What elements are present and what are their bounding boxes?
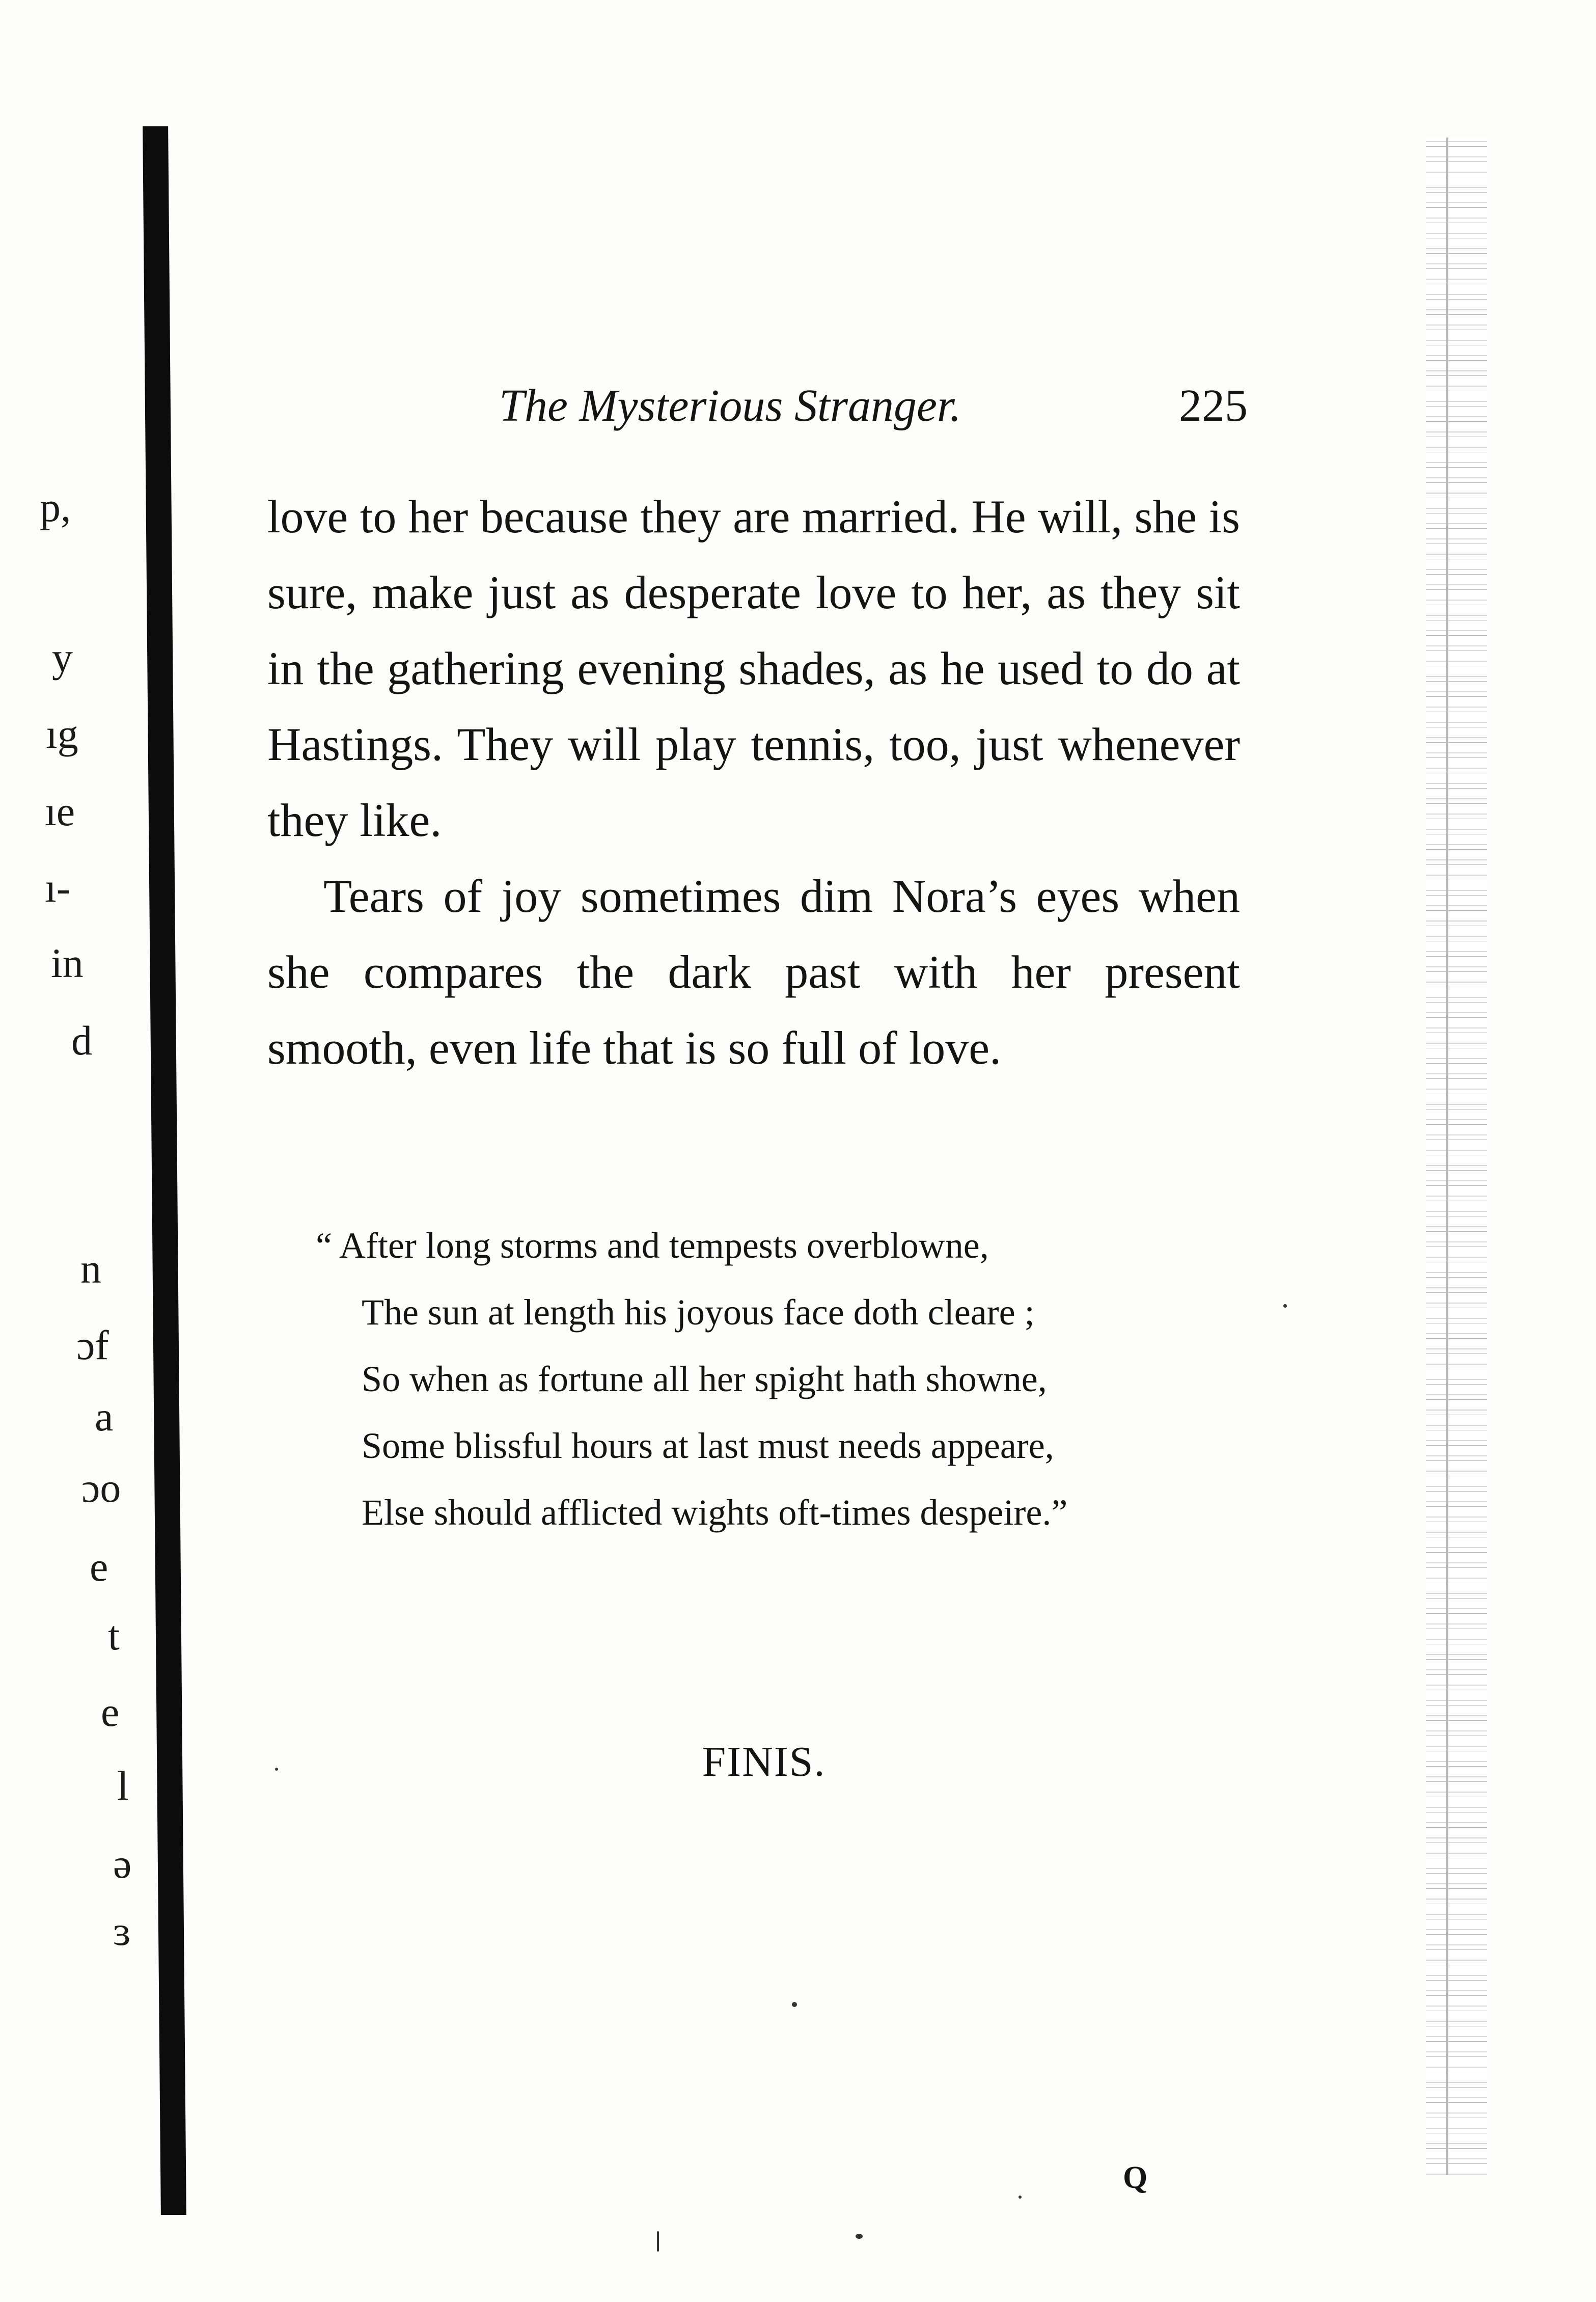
right-page-edge: [1426, 138, 1487, 2175]
running-head: [499, 378, 1248, 434]
facing-fragment: ıg: [46, 711, 78, 757]
signature-mark: Q: [1123, 2160, 1148, 2195]
facing-fragment: in: [51, 940, 84, 986]
facing-fragment: p,: [40, 484, 71, 530]
verse-line: So when as fortune all her spight hath showne,: [362, 1359, 1047, 1399]
facing-fragment: a: [95, 1393, 114, 1440]
binding-gutter: [143, 126, 186, 2215]
facing-fragment: ə: [113, 1840, 132, 1887]
right-edge-line: [1446, 138, 1448, 2175]
body-text: [267, 479, 1240, 1086]
verse-line: “ After long storms and tempests overblowne,: [316, 1225, 989, 1266]
verse-quotation: [316, 1212, 1192, 1546]
running-title: The Mysterious Stranger.: [499, 381, 961, 431]
paragraph: love to her because they are married. He will, she is sure, make just as desperate love to her, as they sit in the gathering evening shades, as he used to do at Hastings. They will play tennis, too, just whenever they like.: [267, 491, 1240, 846]
facing-fragment: n: [80, 1245, 101, 1292]
facing-fragment: d: [71, 1017, 92, 1064]
verse-line: The sun at length his joyous face doth cleare ;: [362, 1292, 1035, 1333]
verse-line: Some blissful hours at last must needs appeare,: [362, 1425, 1054, 1466]
facing-fragment: e: [90, 1543, 108, 1590]
verse-line: Else should afflicted wights oft-times despeire.”: [362, 1492, 1068, 1533]
page-number: 225: [1179, 381, 1248, 431]
facing-fragment: t: [108, 1612, 120, 1659]
facing-fragment: l: [117, 1763, 129, 1809]
facing-fragment: ɔf: [76, 1322, 109, 1368]
finis-heading: FINIS.: [702, 1738, 826, 1785]
facing-fragment: y: [52, 634, 73, 681]
facing-fragment: ɔo: [81, 1465, 121, 1511]
paragraph: Tears of joy sometimes dim Nora’s eyes when she compares the dark past with her present smooth, even life that is so full of love.: [267, 870, 1240, 1074]
facing-fragment: e: [101, 1689, 120, 1735]
facing-fragment: ɜ: [113, 1908, 131, 1954]
facing-fragment: ıe: [45, 788, 75, 834]
facing-fragment: ı-: [45, 864, 71, 911]
